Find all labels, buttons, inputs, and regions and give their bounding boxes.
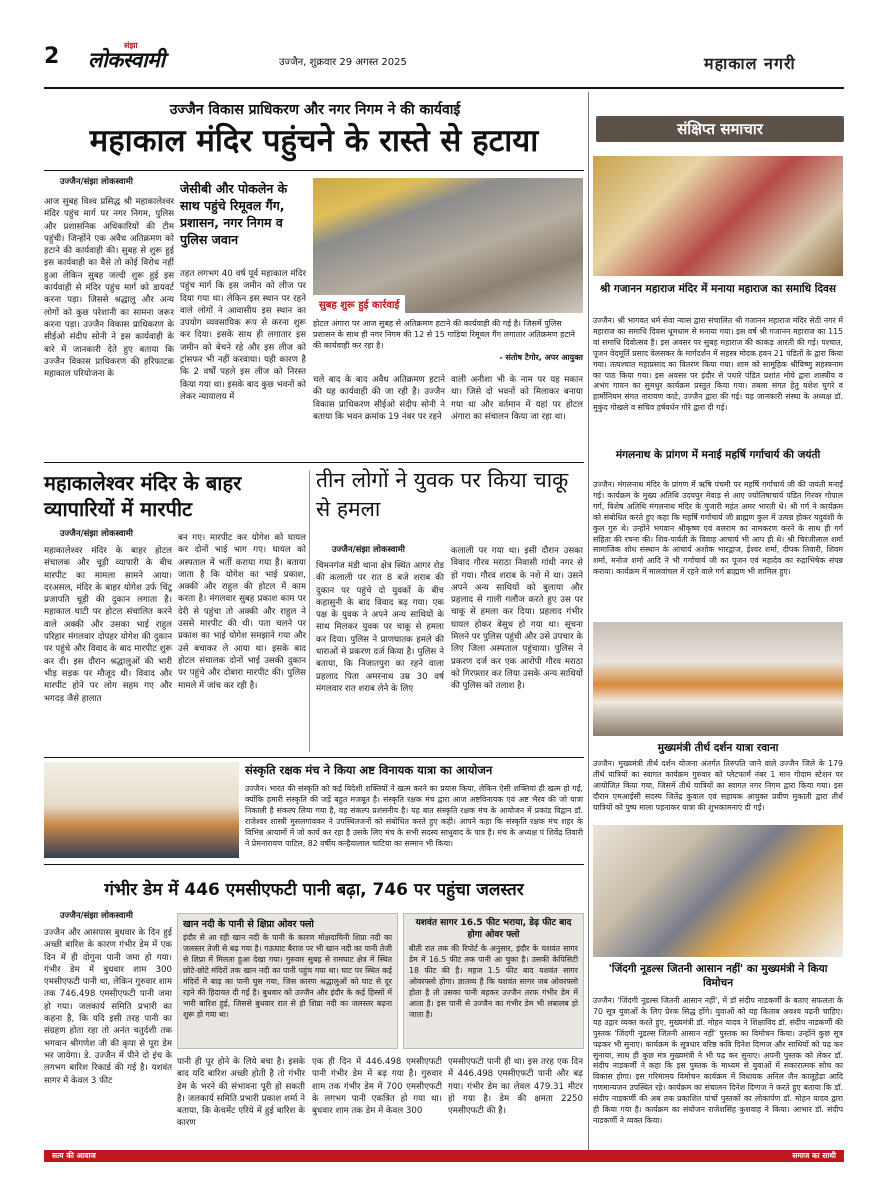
lead-caption-credit: - संतोष टैगोर, अपर आयुक्त [499, 353, 583, 362]
lead-headline: महाकाल मंदिर पहुंचने के रास्ते से हटाया [89, 123, 539, 159]
dateline: उज्जैन, शुक्रवार 29 अगस्त 2025 [279, 57, 407, 68]
footer-left: सत्य की आवाज [52, 1151, 96, 1160]
lead-byline: उज्जैन/संझा लोकस्वामी [60, 177, 133, 187]
lead-col1: आज सुबह विश्व प्रसिद्ध श्री महाकालेश्वर मंदिर पहुंच मार्ग पर नगर निगम, पुलिस और प्रशासनिक अधिकारियों की टीम पहुंची। जिन्होंने एक अवैध अतिक्रमण को हटाने की कार्यवाही की। सुबह से शुरू हुई इस कार्यवाही का वैसे तो कोई विरोध नहीं हुआ लेकिन सुबह जल्दी शुरू हुई इस कार्यवाही से मंदिर पहुंच मार्ग को डायवर्ट करना पड़ा। जिससे श्रद्धालु और अन्य लोगों को कुछ परेशानी का सामना जरूर करना पड़ा। उज्जैन विकास प्राधिकरण के सीईओ संदीप सोनी ने इस कार्यवाही के बारे में जानकारी देते हुए बताया कि उज्जैन विकास प्राधिकरण की हरिफाटक महाकाल परियोजना के [44, 197, 174, 380]
page-number: 2 [44, 44, 60, 69]
story3-col2: कलाली पर गया था। इसी दौरान उसका विवाद गौरव मराठा निवासी गांधी नगर से हो गया। गौरव शराब के नशे में था। उसने अपने अन्य साथियों को बुलाया और प्रहलाद से गाली गलौज करते हुए उस पर चाकू से हमला कर दिया। प्रहलाद गंभीर घायल होकर बेसुध हो गया था। सूचना मिलने पर पुलिस पहुंची और उसे उपचार के लिए जिला अस्पताल पहुंचाया। पुलिस ने प्रकरण दर्ज कर एक आरोपी गौरव मराठा को गिरफ्तार कर लिया उसके अन्य साथियों की पुलिस को तलाश है। [451, 546, 583, 692]
story4-headline: संस्कृति रक्षक मंच ने किया अष्ट विनायक यात्रा का आयोजन [245, 763, 493, 777]
story5-headline: गंभीर डेम में 446 एमसीएफटी पानी बढ़ा, 746 पर पहुंचा जलस्तर [104, 880, 524, 900]
story5-col1: उज्जैन और आसपास बुधवार के दिन हुई अच्छी बारिश के कारण गंभीर डेम में एक दिन में ही दोगुना पानी जमा हो गया। गंभीर डेम में बुधवार शाम 300 एमसीएफटी पानी था, लेकिन गुरुवार शाम तक 746.498 एमसीएफटी पानी जमा हो गया। जलकार्य समिति प्रभारी का कहना है, कि यदि इसी तरह पानी का संग्रहण होता रहा तो अनंत चतुर्दशी तक भगवान श्रीगणेश जी की कृपा से पूरा डेम भर जायेगा। डे. उज्जैन में पीने दो इंच के लगभग बारिश रिकार्ड की गई है। यशवंत सागर में केवल 3 फीट [44, 928, 172, 1086]
story4-body: उज्जैन। भारत की संस्कृति को कई विदेशी शक्तियों ने खत्म करने का प्रयास किया, लेकिन ऐसी शक्तियां ही खत्म हो गईं, क्योंकि हमारी संस्कृति की जड़ें बहुत मजबूत है। संस्कृति रक्षक मंच द्वारा आज अष्टविनायक एवं अष्ट भैरव की जो यात्रा निकाली है संकल्प लिया गया है, वह संकल्प प्रशंसनीय है। यह बात संस्कृति रक्षक मंच के आयोजन में प्रकांड विद्वान डॉ. राजेश्वर शास्त्री मुसलगांवकर ने उपस्थितजनों को संबोधित करते हुए कही। आपने कहा कि संस्कृति रक्षक मंच शहर के विभिन्न आयामों में जो कार्य कर रहा है उसके लिए मंच के सभी सदस्य साधुवाद के पात्र है। मंच के अध्यक्ष पं शिवेंद्र तिवारी ने प्रेमनारायण पाटिल, 82 वर्षीय कन्हैयालाल चाटिया का सम्मान भी किया। [245, 784, 583, 848]
sidebar-banner [596, 116, 844, 142]
story5-col2: पानी ही पूर होने के लिये बचा है। इसके बाद यदि बारिश अच्छी होती है तो गंभीर डेम के भरने की संभावना पूरी हो सकती है। जलकार्य समिति प्रभारी प्रकाश शर्मा ने बताया, कि केचमेंट एरिये में हुई बारिश के कारण [177, 1057, 305, 1129]
lead-kicker: उज्जैन विकास प्राधिकरण और नगर निगम ने की कार्यवाई [169, 102, 461, 118]
lead-col4: वाली अनीशा भी के नाम पर यह मकान था। जिसे दो भवनों को मिलाकर बनाया गया था और वर्तमान में यहां पर होटल अंगारा का संचालन किया जा रहा था। [451, 375, 583, 422]
sidebar-item1-headline: श्री गजानन महाराज मंदिर में मनाया महाराज का समाधि दिवस [600, 283, 836, 295]
paper-logo: लोकस्वामी [88, 48, 165, 72]
box2-title: यशवंत सागर 16.5 फीट भराया, डेढ़ फीट बाद होगा ओवर फ्लो [415, 918, 572, 940]
book-launch-photo [593, 825, 843, 957]
lead-subhead: जेसीबी और पोकलेन के साथ पहुंचे रिमूवल गैंग, प्रशासन, नगर निगम व पुलिस जवान [180, 181, 288, 247]
yashwant-sagar-box [403, 913, 584, 1049]
story2-col2: बन गए। मारपीट कर योगेश को घायल कर दोनों भाई भाग गए। घायल को अस्पताल में भर्ती कराया गया है। बताया जाता है कि योगेश का भाई प्रकाश, अक्की और राहुल की होटल में काम करता है। मंगलवार सुबह प्रकाश काम पर देरी से पहुंचा तो अक्की और राहुल ने उससे मारपीट की थी। पता चलने पर प्रकाश का भाई योगेश समझाने गया और उसे बचाकर ले आया था। इसके बाद होटल संचालक दोनों भाई उसकी दुकान पर पहुंचे और दोबारा मारपीट की। पुलिस मामले में जांच कर रही है। [178, 533, 306, 691]
box1-body: इंदौर से आ रही खान नदी के पानी के कारण मोक्षदायिनी शिप्रा नदी का जलस्तर तेजी से बढ़ गया है। गऊघाट बैराज पर भी खान नदी का पानी तेजी से शिप्रा में मिलता हुआ देखा गया। गुरुवार सुबह से रामघाट क्षेत्र में स्थित छोटे-छोटे मंदिरों तक खान नदी का पानी पहुंच गया था। घाट पर स्थित कई मंदिरों में बाढ़ का पानी घुस गया, जिस कारण श्रद्धालुओं को घाट से दूर रहने की हिदायत दी गई है। बुधवार को उज्जैन और इंदौर के कई हिस्सों में भारी बारिश हुई, जिससे बुधवार रात से ही शिप्रा नदी का जलस्तर बढ़ना शुरू हो गया था। [183, 933, 392, 1019]
demolition-photo [313, 178, 583, 313]
photo-label: सुबह शुरू हुई कार्रवाई [313, 295, 405, 313]
footer-right: समाज का साथी [792, 1151, 836, 1160]
sidebar-item1-body: उज्जैन। श्री भागवत धर्म सेवा न्यास द्वारा संचालित श्री गजानन महाराज मंदिर सेठी नगर में महाराज का समाधि दिवस धूमधाम से मनाया गया। इस वर्ष श्री गजानन महाराज का 115 वां समाधि दिवोत्सव है। इस अवसर पर सुबह महाराज की काकड़ आरती की गई। पश्चात, पूजन वेदमूर्ति प्रसाद वेलसकर के मार्गदर्शन में सहस्त्र मोदक हवन 21 पंडितों के द्वारा किया गया। तत्पश्चात महाप्रसाद का वितरण किया गया। शाम को सामूहिक श्रीविष्णु सहस्त्रनाम का पाठ किया गया। इस अवसर पर इंदौर से पधारे पंडित प्रशांत मोघे द्वारा शास्त्रीय व अभंग गायन का सुमधुर कार्यक्रम प्रस्तुत किया गया। तबला संगत हेतु यशेश घुगरे व हार्मोनियम संगत नारायण काटे, उज्जैन द्वारा की गई। यह जानकारी संस्था के अध्यक्ष डॉ. मुकुंद गोखले व सचिव हर्षवर्धन गोरे द्वारा दी गई। [593, 316, 843, 413]
garg-jayanti-photo [593, 622, 843, 736]
story3-byline: उज्जैन/संझा लोकस्वामी [332, 545, 405, 555]
masthead-rule [44, 87, 844, 89]
lead-col2: तहत लगभग 40 वर्ष पूर्व महाकाल मंदिर पहुंच मार्ग कि इस जमीन को लीज पर दिया गया था। लेकिन इस स्थान पर रहने वाले लोगों ने आवासीय इस स्थान का उपयोग व्यवसायिक रूप से करना शुरू कर दिया। इसके साथ ही लगातार इस जमीन को बेचने रहे और इस लीज को ट्रांसफर भी नहीं करवाया। यही कारण है कि 2 वर्षों पहले इस लीज को निरस्त किया गया था। इसके बाद कुछ भवनों को लेकर न्यायालय में [180, 269, 306, 402]
sidebar-item4-headline: 'जिंदगी नूडल्स जितनी आसान नहीं' का मुख्यमंत्री ने किया विमोचन [608, 963, 828, 989]
sidebar-item2-headline: मंगलनाथ के प्रांगण में मनाई महर्षि गर्गाचार्य की जयंती [615, 449, 821, 461]
lead-bottom-rule [44, 462, 584, 463]
story5-col3: एक ही दिन में 446.498 एमसीएफटी पानी गंभीर डेम में बढ़ गया है। गुरुवार शाम तक गंभीर डेम में 700 एमसीएफटी के लगभग पानी एकत्रित हो गया था। बुधवार शाम तक डेम में केवल 300 [312, 1057, 442, 1117]
event-photo [44, 762, 239, 858]
gajanan-photo [593, 156, 843, 276]
box1-title: खान नदी के पानी से क्षिप्रा ओवर फ्लो [183, 919, 314, 930]
section-name: महाकाल नगरी [704, 54, 796, 73]
story2-col1: महाकालेश्वर मंदिर के बाहर होटल संचालक और चूड़ी व्यापारी के बीच मारपीट का मामला सामने आया। दरअसल, मंदिर के बाहर योगेश उर्फ चिंटू प्रजापति चूड़ी की दुकान लगाता है। महाकाल घाटी पर होटल संचालित करने वाले अक्की और उसका भाई राहुल परिहार मंगलवार दोपहर योगेश की दुकान पर पहुंचे और विवाद के बाद मारपीट शुरू कर दी। इस दौरान श्रद्धालुओं की भारी भीड़ सड़क पर मौजूद थी। विवाद और मारपीट होने पर लोग सहम गए और भगदड़ जैसे हालात [44, 546, 172, 704]
khan-river-box [177, 913, 398, 1049]
column-divider [309, 470, 310, 752]
story4-rule [44, 864, 584, 865]
story5-col4: एमसीएफटी पानी ही था। इस तरह एक दिन में 446.498 एमसीएफटी पानी और बढ़ गया। गंभीर डेम का लेवल 479.31 मीटर हो गया है। डेम की क्षमता 2250 एमसीएफटी की है। [448, 1057, 583, 1117]
sidebar-item2-body: उज्जैन। मंगलनाथ मंदिर के प्रांगण में ऋषि पंचमी पर महर्षि गर्गाचार्य जी की जयंती मनाई गई। कार्यक्रम के मुख्य अतिथि उदयपुर मेवाड़ से आए ज्योतिषाचार्य पंडित गिरवर गोपाल गर्ग, विशेष अतिथि मंगलनाथ मंदिर के पुजारी महंत अमर भारती थे। श्री गर्ग ने कार्यक्रम को संबोधित करते हुए कहा कि महर्षि गर्गाचार्य जी ब्राह्मण कुल में उत्पन्न होकर यदुवंशी के कुल गुरु थे। उन्होंने भगवान श्रीकृष्ण एवं बलराम का नामकरण करने के साथ ही गर्ग संहिता की रचना की। शिव-पार्वती के विवाह आचार्य भी आप ही थे। श्री चिरंजीलाल शर्मा सामाजिक शोध संस्थान के आचार्य अशोक भारद्वाज, ईश्वर शर्मा, दीपक तिवारी, शिवम शर्मा, मनोज शर्मा आदि ने भी गर्गाचार्य जी का पूजन एवं महादेव का रुद्राभिषेक संपन्न कराया। कार्यक्रम में मालवांचल में रहने वाले गर्ग ब्राह्मण भी शामिल हुए। [593, 480, 843, 577]
sidebar-banner-title: संक्षिप्त समाचार [677, 120, 763, 138]
lead-photo-caption: होटल अंगारा पर आज सुबह से अतिक्रमण हटाने की कार्यवाही की गई है। जिसमें पुलिस प्रशासन के साथ ही नगर निगम की 12 से 15 गाड़ियां रिमूवल गैंग लगातार अतिक्रमण हटाने की कार्यवाही कर रहा है। [313, 319, 575, 350]
sidebar-item3-headline: मुख्यमंत्री तीर्थ दर्शन यात्रा रवाना [657, 742, 779, 754]
story3-headline: तीन लोगों ने युवक पर किया चाकू से हमला [316, 468, 569, 521]
story2-byline: उज्जैन/संझा लोकस्वामी [60, 529, 133, 539]
footer-bar [44, 1150, 844, 1162]
story2-headline: महाकालेश्वर मंदिर के बाहर व्यापारियों में मारपीट [44, 471, 242, 521]
box2-body: बीती रात तक की रिपोर्ट के अनुसार, इंदौर के यशवंत सागर डेम में 16.5 फीट तक पानी आ चुका है। उसकी केपिसिटी 18 फीट की है। महज 1.5 फीट बाद यशवंत सागर ओवरफ्लो होगा। ज्ञातव्य है कि यशवंत सागर जब ओवरफ्लो होता है तो उसका पानी बहकर उज्जैन तरफ गंभीर डेम में आता है। इस पानी से उज्जैन का गंभीर डेम भी लबालब हो जाता है। [409, 944, 578, 1019]
sidebar-item4-body: उज्जैन। 'जिंदगी नूडल्स जितनी आसान नहीं', में डॉ संदीप नाडकर्णी के बताए सफलता के 70 सूत्र युवाओं के लिए प्रेरक सिद्ध होंगे। युवाओं को यह किताब अवश्य पढ़नी चाहिए। यह उद्गार व्यक्त करते हुए, मुख्यमंत्री डॉ. मोहन यादव ने शिक्षाविद डॉ. संदीप नाडकर्णी की पुस्तक 'जिंदगी नूडल्स जितनी आसान नहीं' पुस्तक का विमोचन किया। उन्होंने कुछ सूत्र पढ़कर भी सुनाए। कार्यक्रम के सूत्रधार वरिष्ठ कवि दिनेश दिग्गज और साथियों को पढ़ कर सुनाया, साथ ही कुछ मंत्र मुख्यमंत्री ने भी पढ़ कर सुनाए। अपनी पुस्तक को लेकर डॉ. संदीप नाडकर्णी ने कहा कि इस पुस्तक के माध्यम से युवाओं में सकारात्मक सोच का विकास होगा। इस गरिमामय विमोचन कार्यक्रम में विधायक अनिल जैन कालूहेड़ा आदि गणमान्यजन उपस्थित रहे। कार्यक्रम का संचालन दिनेश दिग्गज ने करते हुए बताया कि डॉ. संदीप नाडकर्णी की अब तक प्रकाशित पांचों पुस्तकों का लोकार्पण डॉ. मोहन यादव द्वारा ही किया गया है। कार्यक्रम का संयोजन राजेशसिंह कुशवाह ने किया। आभार डॉ. संदीप नाडकर्णी ने व्यक्त किया। [593, 996, 843, 1125]
lead-headline-rule [44, 170, 584, 171]
sidebar-item3-body: उज्जैन। मुख्यमंत्री तीर्थ दर्शन योजना अंतर्गत तिरुपति जाने वाले उज्जैन जिले के 179 तीर्थ यात्रियों का स्वागत कार्यक्रम गुरुवार को प्लेटफार्म नंबर 1 मान गोदाम स्टेशन पर आयोजित किया गया, जिसमें तीर्थ यात्रियों का स्वागत नगर निगम द्वारा किया गया। इस दौरान एमआईसी सदस्य जितेंद्र कुवाल एवं सहायक आयुक्त प्रवीण मुकाती द्वारा तीर्थ यात्रियों को पुष्प माला पहनाकर यात्रा की शुभकामनाएं दी गईं। [593, 759, 843, 812]
paper-tag: संझा [124, 41, 138, 50]
lead-col3: चले बाद के बाद अवैध अतिक्रमण हटाने की यह कार्यवाही की जा रही है। उज्जैन विकास प्राधिकरण सीईओ संदीप सोनी ने बताया कि भवन क्रमांक 19 नंबर पर रहने [313, 375, 445, 422]
story5-byline: उज्जैन/संझा लोकस्वामी [60, 911, 133, 921]
story3-col1: चिमनगंज मंडी थाना क्षेत्र स्थित आगर रोड की कलाली पर रात 8 बजे शराब की दुकान पर पहुंचे दो युवकों के बीच कहासुनी के बाद विवाद बढ़ गया। एक पक्ष के युवक ने अपने अन्य साथियों के साथ मिलकर युवक पर चाकू से हमला कर दिया। पुलिस ने प्राणघातक हमले की धाराओं में प्रकरण दर्ज किया है। पुलिस ने बताया, कि निजातपुरा का रहने वाला प्रहलाद पिता अमरनाथ उम्र 30 वर्ष मंगलवार रात शराब लेने के लिए [316, 561, 444, 694]
mid-rule [44, 757, 584, 758]
sidebar-divider [588, 92, 589, 1152]
